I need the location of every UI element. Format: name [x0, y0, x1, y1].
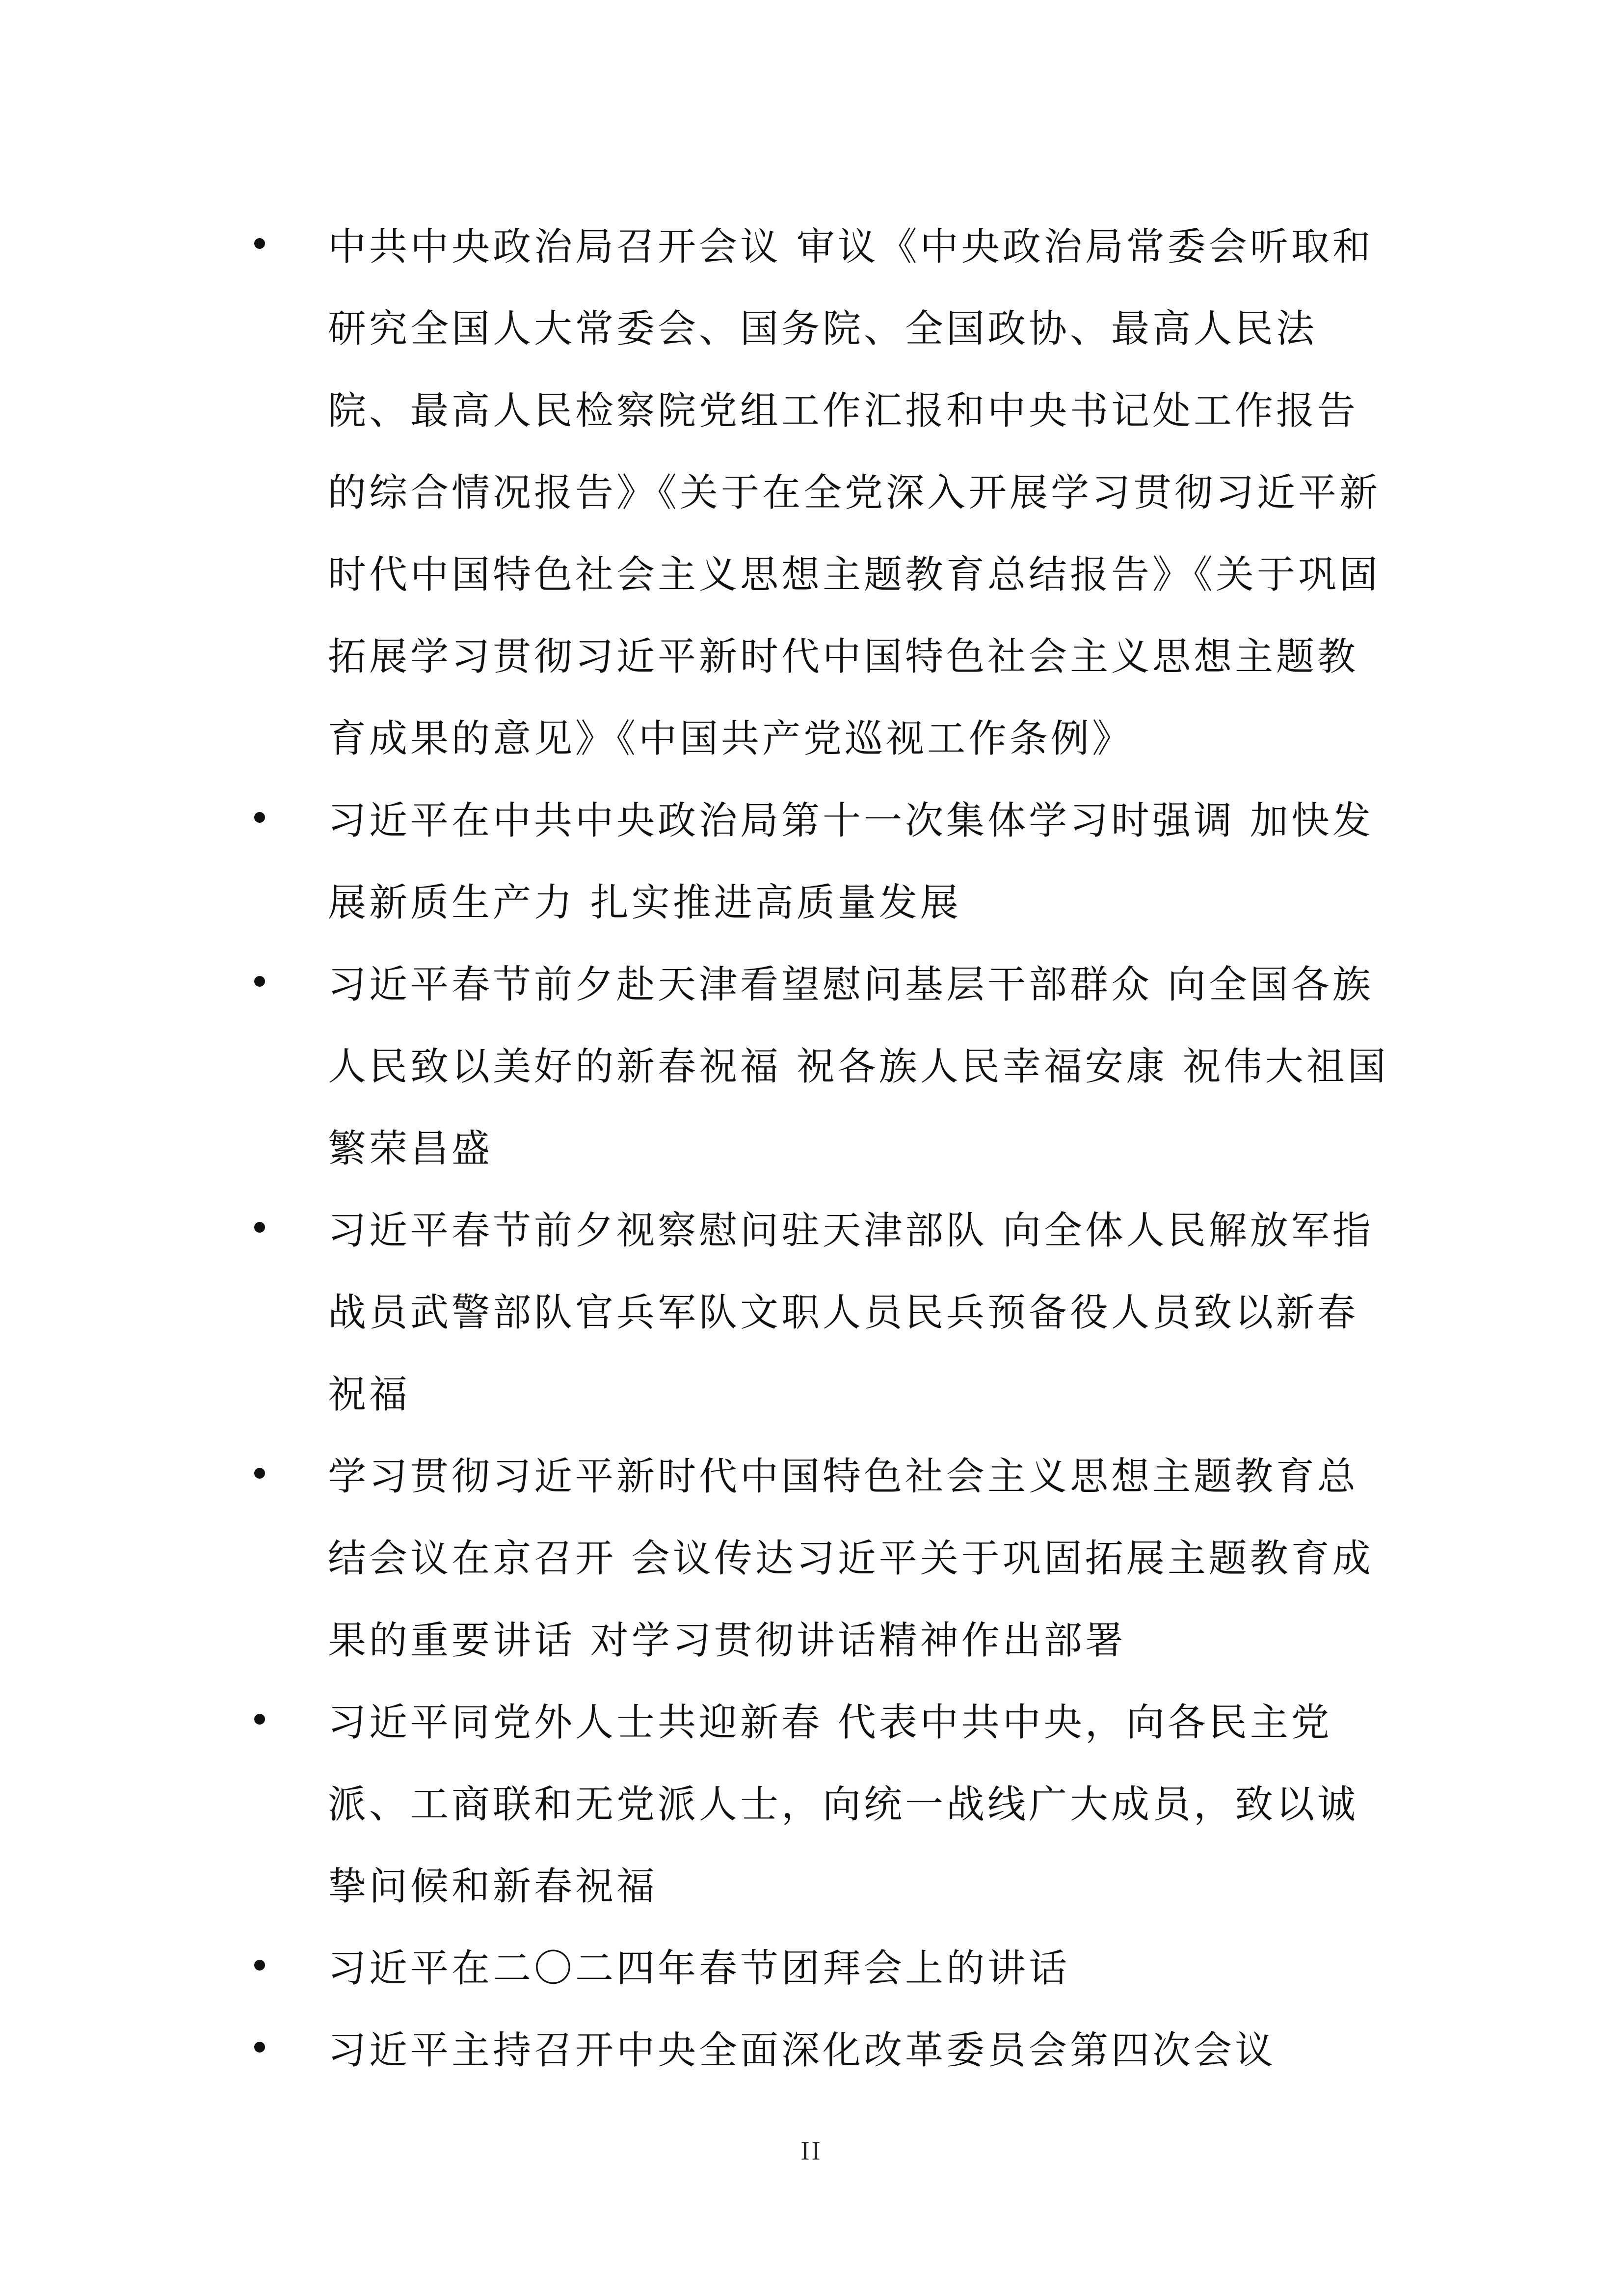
- page-number: II: [800, 2136, 823, 2165]
- list-item-text: 习近平春节前夕赴天津看望慰问基层干部群众 向全国各族人民致以美好的新春祝福 祝各族人民幸福安康 祝伟大祖国繁荣昌盛: [328, 963, 1389, 1171]
- list-item: [245, 944, 1389, 1190]
- list-item: [245, 1436, 1389, 1682]
- bullet-icon: [254, 812, 265, 823]
- list-item-text: 习近平主持召开中央全面深化改革委员会第四次会议: [328, 2028, 1277, 2073]
- list-item-text: 习近平在中共中央政治局第十一次集体学习时强调 加快发展新质生产力 扎实推进高质量发展: [328, 799, 1374, 925]
- list-item-text: 习近平同党外人士共迎新春 代表中共中央，向各民主党派、工商联和无党派人士，向统一战线广大成员，致以诚挚问候和新春祝福: [328, 1701, 1359, 1909]
- list-item-text: 中共中央政治局召开会议 审议《中央政治局常委会听取和研究全国人大常委会、国务院、全国政协、最高人民法院、最高人民检察院党组工作汇报和中央书记处工作报告的综合情况报告》《关于在全党深入开展学习贯彻习近平新时代中国特色社会主义思想主题教育总结报告》《关于巩固拓展学习贯彻习近平新时代中国特色社会主义思想主题教育成果的意见》《中国共产党巡视工作条例》: [328, 225, 1381, 761]
- list-item: [245, 206, 1389, 780]
- bullet-icon: [254, 976, 265, 987]
- list-item: [245, 780, 1389, 944]
- bullet-icon: [254, 1222, 265, 1233]
- list-item-text: 学习贯彻习近平新时代中国特色社会主义思想主题教育总结会议在京召开 会议传达习近平关于巩固拓展主题教育成果的重要讲话 对学习贯彻讲话精神作出部署: [328, 1455, 1374, 1663]
- bullet-icon: [254, 1960, 265, 1971]
- list-item: [245, 1928, 1389, 2010]
- list-item: [245, 2010, 1389, 2092]
- bullet-icon: [254, 1714, 265, 1725]
- list-item: [245, 1190, 1389, 1436]
- bullet-icon: [254, 238, 265, 249]
- list-item-text: 习近平春节前夕视察慰问驻天津部队 向全体人民解放军指战员武警部队官兵军队文职人员民兵预备役人员致以新春祝福: [328, 1209, 1374, 1417]
- contents-list: [245, 206, 1389, 2092]
- list-item-text: 习近平在二〇二四年春节团拜会上的讲话: [328, 1946, 1070, 1991]
- list-item: [245, 1682, 1389, 1928]
- bullet-icon: [254, 2042, 265, 2053]
- bullet-icon: [254, 1468, 265, 1479]
